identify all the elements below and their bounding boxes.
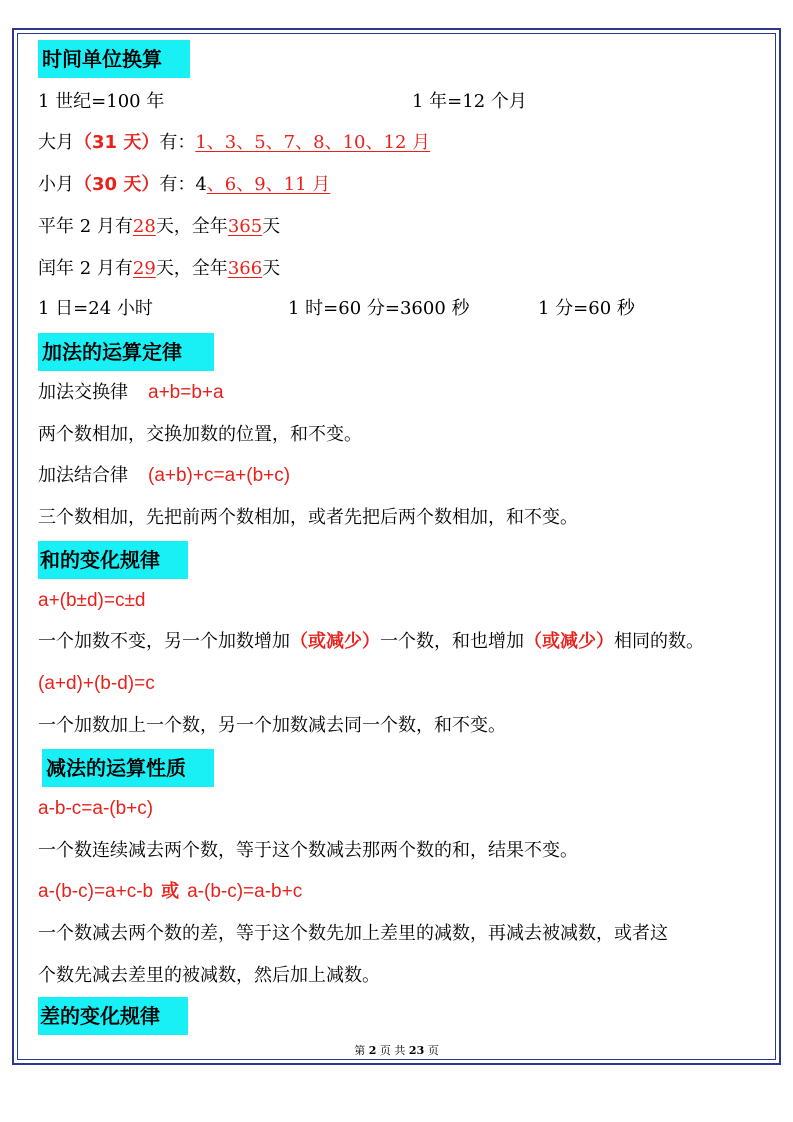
sub-prop-formula-2-line [38,880,302,904]
common-year-text-b: 天，全年 [155,216,228,237]
sum-rule-formula-2: (a+d)+(b-d)=c [38,673,155,694]
common-year-line [38,215,280,239]
sum-rule-desc-1-c: 一个数，和也增加 [380,631,524,652]
sum-rule-desc-1 [38,630,704,654]
page-footer [0,1042,793,1058]
big-month-line [38,131,430,155]
sum-rule-desc-1-b: （或减少） [290,631,380,652]
commutative-desc: 两个数相加，交换加数的位置，和不变。 [38,424,362,445]
associative-line [38,464,290,488]
section-title-time: 时间单位换算 [38,40,190,78]
leap-year-feb-days: 29 [132,258,156,279]
leap-year-text-b: 天，全年 [155,258,228,279]
year-conversion: 1 年=12 个月 [412,91,527,112]
sum-rule-desc-2: 一个加数加上一个数，另一个加数减去同一个数，和不变。 [38,715,506,736]
common-year-days: 365 [227,216,263,237]
small-month-days: （30 天） [74,174,160,195]
sum-rule-desc-1-a: 一个加数不变，另一个加数增加 [38,631,290,652]
common-year-text-a: 平年 2 月有 [38,216,133,237]
sub-prop-formula-1: a-b-c=a-(b+c) [38,798,154,819]
big-month-list: 1、3、5、7、8、10、12 月 [195,132,431,153]
footer-post: 页 [427,1044,439,1057]
section-title-diff-rule: 差的变化规律 [38,997,188,1035]
sub-prop-formula-2b: a-(b-c)=a-b+c [187,881,303,902]
day-conversion: 1 日=24 小时 [38,298,153,319]
sub-prop-or: 或 [161,881,180,902]
small-month-list: 、6、9、11 月 [206,174,331,195]
commutative-label: 加法交换律 [38,382,128,403]
leap-year-days: 366 [227,258,263,279]
section-title-add-law: 加法的运算定律 [38,333,214,371]
small-month-label: 小月 [38,174,74,195]
leap-year-text-a: 闰年 2 月有 [38,258,133,279]
common-year-feb-days: 28 [132,216,156,237]
associative-desc: 三个数相加，先把前两个数相加，或者先把后两个数相加，和不变。 [38,507,578,528]
sum-rule-formula-1: a+(b±d)=c±d [38,590,146,611]
century-conversion: 1 世纪=100 年 [38,91,165,112]
associative-label: 加法结合律 [38,465,128,486]
sub-prop-formula-2a: a-(b-c)=a+c-b [38,881,154,902]
big-month-days: （31 天） [74,132,160,153]
small-month-has: 有： [159,174,196,195]
minute-conversion: 1 分=60 秒 [538,298,635,319]
associative-formula: (a+b)+c=a+(b+c) [148,465,291,486]
common-year-text-c: 天 [262,216,281,237]
section-title-sub-prop: 减法的运算性质 [42,749,214,787]
sum-rule-desc-1-d: （或减少） [524,631,614,652]
small-month-first: 4 [195,174,207,195]
section-title-sum-rule: 和的变化规律 [38,541,188,579]
sub-prop-desc-2-line-2: 个数先减去差里的被减数，然后加上减数。 [38,965,380,986]
footer-total-pages: 23 [408,1044,425,1057]
sub-prop-desc-2-line-1: 一个数减去两个数的差，等于这个数先加上差里的减数，再减去被减数，或者这 [38,923,668,944]
commutative-formula: a+b=b+a [148,382,224,403]
footer-mid: 页 共 [379,1044,406,1057]
leap-year-text-c: 天 [262,258,281,279]
hour-conversion: 1 时=60 分=3600 秒 [288,298,470,319]
commutative-line [38,381,224,405]
sum-rule-desc-1-e: 相同的数。 [614,631,704,652]
footer-page-number: 2 [368,1044,377,1057]
small-month-line [38,173,330,197]
leap-year-line [38,257,280,281]
big-month-label: 大月 [38,132,74,153]
big-month-has: 有： [159,132,196,153]
footer-pre: 第 [354,1044,366,1057]
sub-prop-desc-1: 一个数连续减去两个数，等于这个数减去那两个数的和，结果不变。 [38,840,578,861]
